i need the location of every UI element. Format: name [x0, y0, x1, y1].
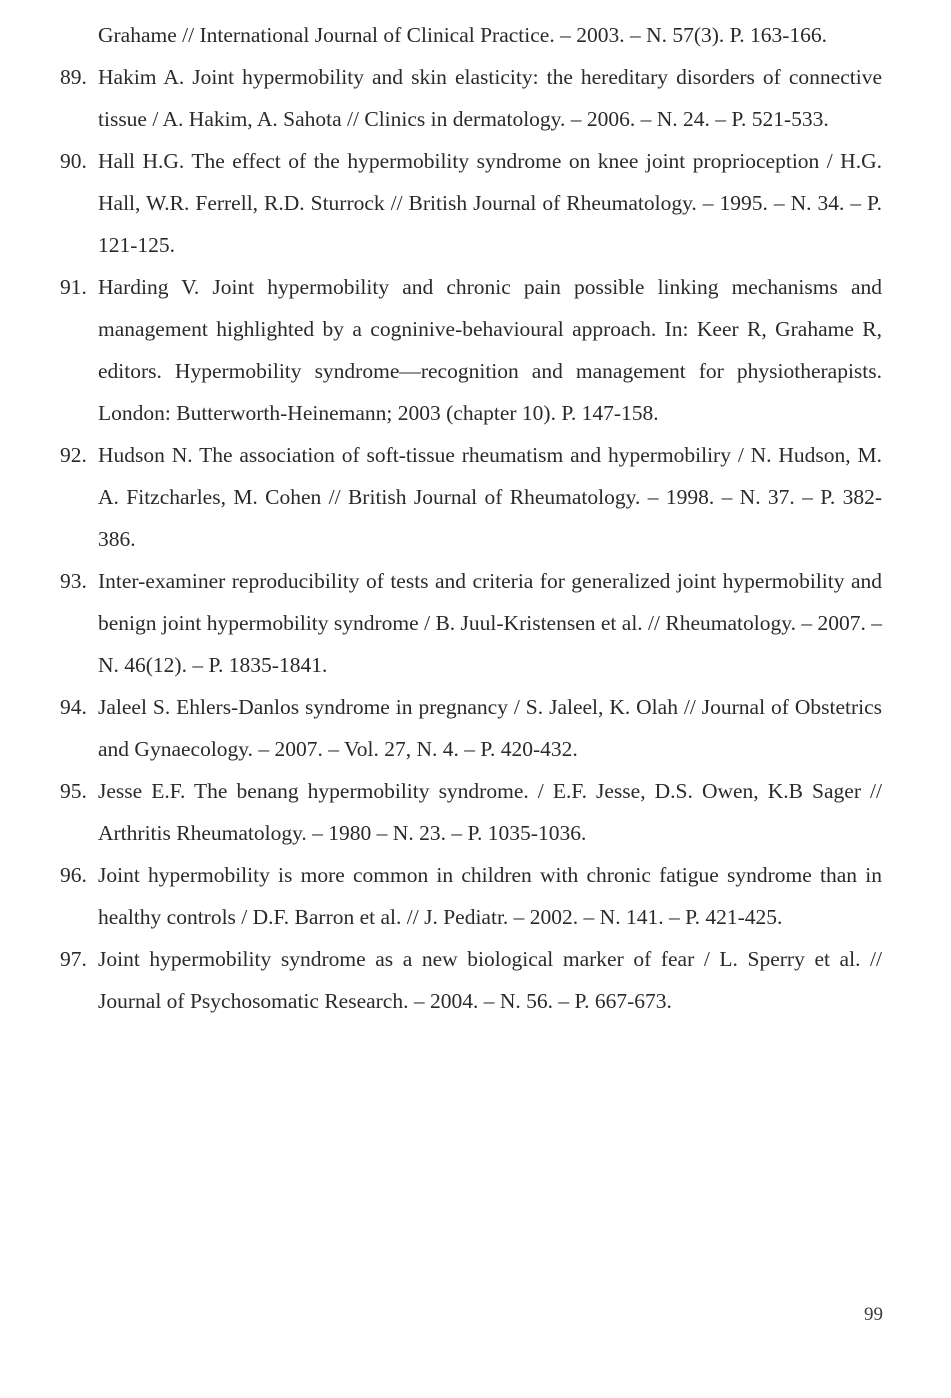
reference-item-94	[60, 686, 882, 770]
reference-list	[60, 14, 882, 1022]
reference-item-89	[60, 56, 882, 140]
reference-text: Hall H.G. The effect of the hypermobility syndrome on knee joint proprioception / H.G. Hall, W.R. Ferrell, R.D. Sturrock // British Journal of Rheumatology. – 1995. – N. 34. – P. 121-125.	[98, 149, 882, 257]
reference-text: Joint hypermobility is more common in children with chronic fatigue syndrome than in healthy controls / D.F. Barron et al. // J. Pediatr. – 2002. – N. 141. – P. 421-425.	[98, 863, 882, 929]
reference-continuation	[60, 14, 882, 56]
reference-number: 94.	[60, 695, 87, 719]
reference-text: Grahame // International Journal of Clinical Practice. – 2003. – N. 57(3). P. 163-166.	[98, 23, 828, 47]
reference-number: 96.	[60, 863, 87, 887]
reference-number: 92.	[60, 443, 87, 467]
reference-number: 89.	[60, 65, 87, 89]
reference-text: Joint hypermobility syndrome as a new biological marker of fear / L. Sperry et al. // Journal of Psychosomatic Research. – 2004. – N. 56. – P. 667-673.	[98, 947, 882, 1013]
reference-item-91	[60, 266, 882, 434]
reference-number: 91.	[60, 275, 87, 299]
reference-number: 97.	[60, 947, 87, 971]
reference-text: Harding V. Joint hypermobility and chronic pain possible linking mechanisms and management highlighted by a cogninive-behavioural approach. In: Keer R, Grahame R, editors. Hypermobility syndrome—recognition and management for physiotherapists. London: Butterworth-Heinemann; 2003 (chapter 10). P. 147-158.	[98, 275, 882, 425]
reference-item-90	[60, 140, 882, 266]
reference-number: 90.	[60, 149, 87, 173]
reference-item-96	[60, 854, 882, 938]
reference-item-97	[60, 938, 882, 1022]
reference-text: Jesse E.F. The benang hypermobility syndrome. / E.F. Jesse, D.S. Owen, K.B Sager // Arthritis Rheumatology. – 1980 – N. 23. – P. 1035-1036.	[98, 779, 882, 845]
reference-item-92	[60, 434, 882, 560]
page-number: 99	[864, 1304, 883, 1325]
reference-text: Jaleel S. Ehlers-Danlos syndrome in pregnancy / S. Jaleel, K. Olah // Journal of Obstetrics and Gynaecology. – 2007. – Vol. 27, N. 4. – P. 420-432.	[98, 695, 882, 761]
reference-item-95	[60, 770, 882, 854]
reference-text: Hudson N. The association of soft-tissue rheumatism and hypermobiliry / N. Hudson, M. A. Fitzcharles, M. Cohen // British Journal of Rheumatology. – 1998. – N. 37. – P. 382-386.	[98, 443, 882, 551]
reference-number: 93.	[60, 569, 87, 593]
reference-text: Hakim A. Joint hypermobility and skin elasticity: the hereditary disorders of connective tissue / A. Hakim, A. Sahota // Clinics in dermatology. – 2006. – N. 24. – P. 521-533.	[98, 65, 882, 131]
reference-number: 95.	[60, 779, 87, 803]
reference-text: Inter-examiner reproducibility of tests and criteria for generalized joint hypermobility and benign joint hypermobility syndrome / B. Juul-Kristensen et al. // Rheumatology. – 2007. – N. 46(12). – P. 1835-1841.	[98, 569, 882, 677]
reference-item-93	[60, 560, 882, 686]
